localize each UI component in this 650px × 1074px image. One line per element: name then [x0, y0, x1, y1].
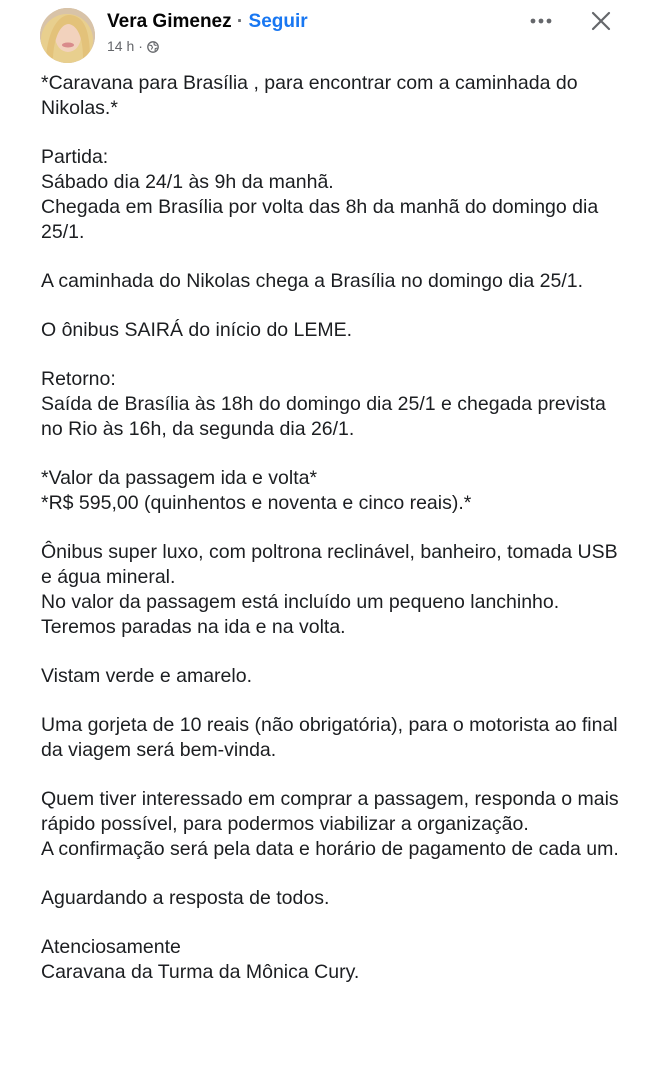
post-paragraph: Aguardando a resposta de todos.: [41, 887, 330, 909]
post-paragraph: Uma gorjeta de 10 reais (não obrigatória), para o motorista ao final da viagem será bem-vinda.: [41, 714, 618, 761]
more-options-icon: [529, 17, 553, 25]
name-separator: ·: [236, 11, 244, 32]
author-name[interactable]: Vera Gimenez: [107, 11, 232, 32]
more-options-button[interactable]: [526, 6, 556, 36]
post-meta: [107, 38, 159, 54]
post-paragraph: Quem tiver interessado em comprar a passagem, responda o mais rápido possível, para podermos viabilizar a organização. A confirmação será pela data e horário de pagamento de cada um.: [41, 788, 619, 860]
close-button[interactable]: [586, 6, 616, 36]
avatar-photo: [40, 8, 95, 63]
author-line: [107, 10, 308, 34]
post-header: [0, 0, 650, 64]
post-text: [41, 71, 631, 985]
post-paragraph: Atenciosamente Caravana da Turma da Mônica Cury.: [41, 936, 360, 983]
post-paragraph: Retorno: Saída de Brasília às 18h do domingo dia 25/1 e chegada prevista no Rio às 16h, da segunda dia 26/1.: [41, 368, 606, 440]
follow-button[interactable]: Seguir: [248, 11, 308, 32]
globe-icon: [147, 40, 159, 52]
post-paragraph: Ônibus super luxo, com poltrona reclinável, banheiro, tomada USB e água mineral. No valor da passagem está incluído um pequeno lanchinho. Teremos paradas na ida e na volta.: [41, 541, 618, 638]
post-time[interactable]: 14 h: [107, 38, 135, 54]
post-paragraph: *Caravana para Brasília , para encontrar com a caminhada do Nikolas.*: [41, 72, 578, 119]
author-avatar[interactable]: [40, 8, 95, 63]
close-icon: [591, 11, 611, 31]
post-paragraph: Vistam verde e amarelo.: [41, 665, 252, 687]
post-paragraph: Partida: Sábado dia 24/1 às 9h da manhã. Chegada em Brasília por volta das 8h da manhã do domingo dia 25/1.: [41, 146, 599, 243]
meta-separator: ·: [138, 38, 143, 54]
post-paragraph: O ônibus SAIRÁ do início do LEME.: [41, 319, 353, 341]
post-paragraph: *Valor da passagem ida e volta* *R$ 595,00 (quinhentos e noventa e cinco reais).*: [41, 467, 472, 514]
post-paragraph: A caminhada do Nikolas chega a Brasília no domingo dia 25/1.: [41, 270, 584, 292]
